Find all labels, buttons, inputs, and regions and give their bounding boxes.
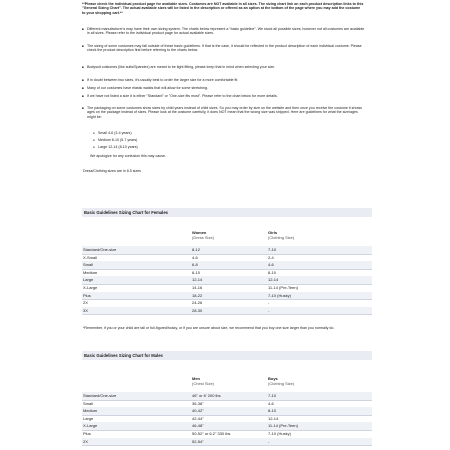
women-header (192, 230, 214, 240)
bullet-item: ■ Bodysuit costumes (like suits/Spandex) are meant to be tight fitting, please keep that in mind when selecting your size. (87, 65, 365, 69)
table-cell: 8-10 (268, 408, 277, 414)
boys-label: Boys (268, 376, 278, 381)
women-label: Women (192, 230, 207, 235)
table-cell: 4-6 (192, 254, 198, 260)
table-cell: 3X (83, 307, 88, 313)
bullet-item: ■ If we have not listed a size it is either "Standard" or "One-size fits most". Please refer to the chart below for more details. (87, 94, 365, 98)
boys-header (268, 376, 294, 386)
table-cell: Plus (83, 431, 91, 436)
table-cell: 11-14 (Pre-Teen) (268, 423, 298, 429)
men-sublabel: (Chest Size) (192, 381, 215, 386)
girls-header (268, 230, 294, 240)
table-cell: 2X (83, 438, 88, 444)
table-cell: 46" or 6' 200 lbs (192, 393, 221, 398)
table-cell: 12-14 (192, 277, 203, 283)
apology-note: We apologize for any confusion this may cause. (90, 154, 167, 158)
table-cell: 11-14 (Pre-Teen) (268, 285, 298, 290)
table-cell: 8-10 (192, 269, 201, 275)
table-cell: 2-4 (268, 254, 274, 260)
females-chart-title: Basic Guidelines Sizing Chart for Females (82, 208, 372, 217)
table-cell: 7-10 (Husky) (268, 431, 291, 436)
table-cell: 7-10 (268, 393, 277, 398)
bullet-item: ■ Many of our costumes have elastic waists that will allow for some stretching. (87, 86, 365, 90)
table-cell: - (268, 438, 270, 444)
table-cell: 4-6 (268, 262, 274, 268)
table-cell: X-Small (83, 254, 98, 260)
table-cell: Small (83, 400, 94, 406)
table-cell: 40-42" (192, 408, 204, 414)
table-cell: 7-10 (268, 247, 277, 252)
table-cell: 50-52" or 6.2" 330 lbs (192, 431, 231, 436)
table-cell: Standard/One-size (83, 393, 117, 398)
table-cell: Plus (83, 292, 91, 298)
table-cell: Large (83, 277, 94, 283)
table-cell: 42-44" (192, 415, 204, 421)
women-sublabel: (Dress Size) (192, 235, 215, 240)
men-header (192, 376, 214, 386)
table-cell: 7-10 (Husky) (268, 292, 291, 298)
dress-size-note: Dress/Clothing sizes are in 8.5 sizes (83, 169, 141, 173)
remember-note: *Remember, if you or your child are tall or full-figured/husky, or if you are unsure about size, we recommend that you buy one size larger than you normally do. (83, 326, 335, 330)
table-cell: 12-14 (268, 415, 279, 421)
bullet-item: ■ The packaging on some costumes show sizes by child years instead of child sizes. So you may order by size on the website and then once you receive the costume it shows ages on the package instead of sizes. Please look at the costume carefully, it does NOT mean that the wrong size was shipped. Here are guidelines for what the size/ages might be: (87, 106, 365, 119)
table-cell: 8-10 (268, 269, 277, 275)
intro-note: **Please check the individual product page for available sizes. Costumes are NOT available in all sizes. The sizing chart link on each product description links to this "General Sizing Chart". The actual available sizes will be listed in the description or offered as an option at the bottom of the page where you may add the costume to your shopping cart.** (82, 2, 364, 15)
table-cell: 8-12 (192, 247, 201, 252)
girls-label: Girls (268, 230, 278, 235)
table-cell: 28-30 (192, 307, 203, 313)
table-cell: 6-8 (192, 262, 198, 268)
table-cell: - (268, 307, 270, 313)
table-cell: X-Large (83, 423, 98, 429)
table-cell: 52-54" (192, 438, 204, 444)
table-row (82, 307, 372, 316)
bullet-item: ■ Different manufacturer's may have their own sizing system. The charts below represent a "basic guideline". We stock all possible sizes; however not all costumes are available in all sizes. Please refer to the individual product page for actual available sizes. (87, 27, 365, 36)
boys-sublabel: (Clothing Size) (268, 381, 295, 386)
table-cell: Large (83, 415, 94, 421)
sub-bullet-item: ● Large 12-14 (8-10 years) (98, 145, 138, 149)
table-cell: 2X (83, 300, 88, 306)
sub-bullet-item: ● Medium 8-10 (5-7 years) (98, 138, 137, 142)
table-row (82, 438, 372, 447)
table-cell: - (268, 300, 270, 306)
table-cell: Standard/One-size (83, 247, 117, 252)
girls-sublabel: (Clothing Size) (268, 235, 295, 240)
bullet-item: ■ The sizing of some costumes may fall outside of these basic guidelines. If that is the case, it should be reflected in the product description of each individual costume. Please check the product description first before referring to the charts below. (87, 44, 365, 53)
table-cell: 24-26 (192, 300, 203, 306)
table-cell: 36-38" (192, 400, 204, 406)
table-cell: Medium (83, 408, 98, 414)
table-cell: X-Large (83, 285, 98, 290)
table-cell: 4-6 (268, 400, 274, 406)
table-cell: 46-48" (192, 423, 204, 429)
table-cell: 12-14 (268, 277, 279, 283)
table-cell: Small (83, 262, 94, 268)
males-chart-title: Basic Guidelines Sizing Chart for Males (82, 351, 372, 360)
table-cell: 14-16 (192, 285, 203, 290)
men-label: Men (192, 376, 200, 381)
table-cell: 18-22 (192, 292, 203, 298)
sub-bullet-item: ● Small 4-6 (3-4 years) (98, 131, 132, 135)
table-cell: Medium (83, 269, 98, 275)
bullet-item: ■ If in doubt between two sizes, it's usually best to order the larger size for a more comfortable fit. (87, 78, 365, 82)
